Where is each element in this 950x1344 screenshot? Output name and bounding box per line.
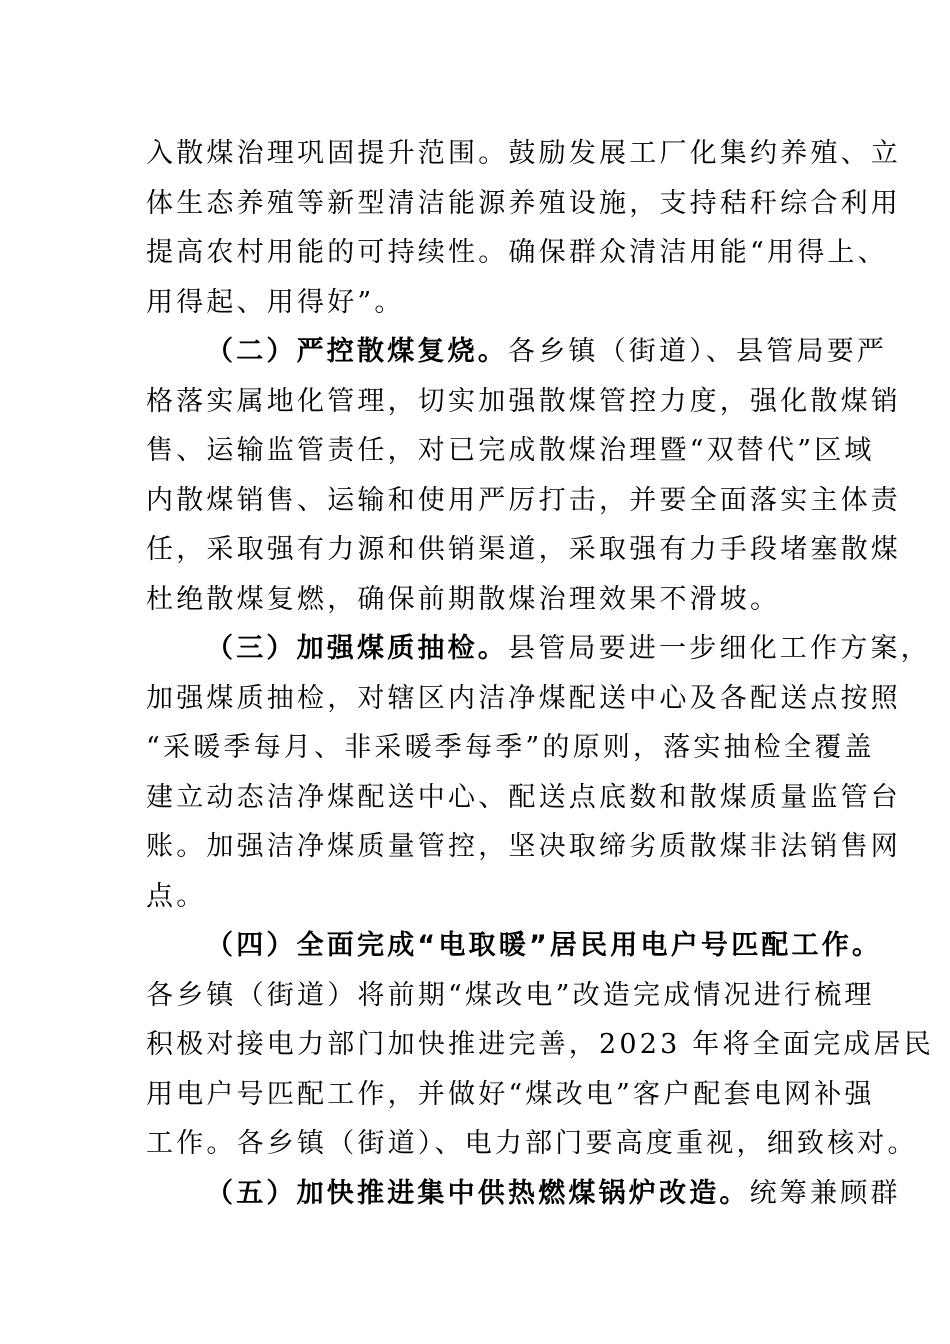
body-line: 内散煤销售、运输和使用严厉打击，并要全面落实主体责 — [146, 484, 901, 516]
section-text: 统筹兼顾群 — [749, 1177, 901, 1209]
body-line: 提高农村用能的可持续性。确保群众清洁用能“用得上、 — [146, 237, 888, 268]
body-line: 建立动态洁净煤配送中心、配送点底数和散煤质量监管台 — [146, 781, 901, 813]
section-first-line — [146, 624, 931, 674]
body-line: 任，采取强有力源和供销渠道，采取强有力手段堵塞散煤 — [146, 534, 901, 565]
section-first-line — [146, 327, 888, 377]
document-page — [146, 129, 934, 1218]
body-line: 格落实属地化管理，切实加强散煤管控力度，强化散煤销 — [146, 385, 901, 417]
body-line: 工作。各乡镇（街道）、电力部门要高度重视，细致核对。 — [146, 1128, 918, 1159]
body-line: 入散煤治理巩固提升范围。鼓励发展工厂化集约养殖、立 — [146, 138, 901, 169]
section-first-line — [146, 921, 883, 971]
section-heading: （五）加快推进集中供热燃煤锅炉改造。 — [206, 1177, 750, 1209]
section-text: 县管局要进一步细化工作方案， — [508, 633, 931, 664]
body-line: 用电户号匹配工作，并做好“煤改电”客户配套电网补强 — [146, 1078, 875, 1110]
body-line: 售、运输监管责任，对已完成散煤治理暨“双替代”区域 — [146, 435, 875, 466]
section-heading: （二）严控散煤复烧。 — [206, 336, 508, 367]
section-heading: （三）加强煤质抽检。 — [206, 633, 508, 664]
body-line: 各乡镇（街道）将前期“煤改电”改造完成情况进行梳理 — [146, 979, 875, 1011]
body-line: 点。 — [146, 880, 207, 912]
body-line: 账。加强洁净煤质量管控，坚决取缔劣质散煤非法销售网 — [146, 831, 901, 862]
section-heading: （四）全面完成“电取暖”居民用电户号匹配工作。 — [206, 930, 883, 961]
section-first-line — [146, 1169, 901, 1219]
body-line: 体生态养殖等新型清洁能源养殖设施，支持秸秆综合利用 — [146, 187, 901, 219]
body-line: 加强煤质抽检，对辖区内洁净煤配送中心及各配送点按照 — [146, 682, 901, 714]
body-line: 用得起、用得好”。 — [146, 286, 405, 318]
body-line: 杜绝散煤复燃，确保前期散煤治理效果不滑坡。 — [146, 583, 781, 615]
section-text: 各乡镇（街道）、县管局要严 — [508, 336, 888, 367]
body-line: “采暖季每月、非采暖季每季”的原则，落实抽检全覆盖 — [146, 732, 875, 763]
body-line: 积极对接电力部门加快推进完善，2023 年将全面完成居民 — [146, 1029, 934, 1060]
